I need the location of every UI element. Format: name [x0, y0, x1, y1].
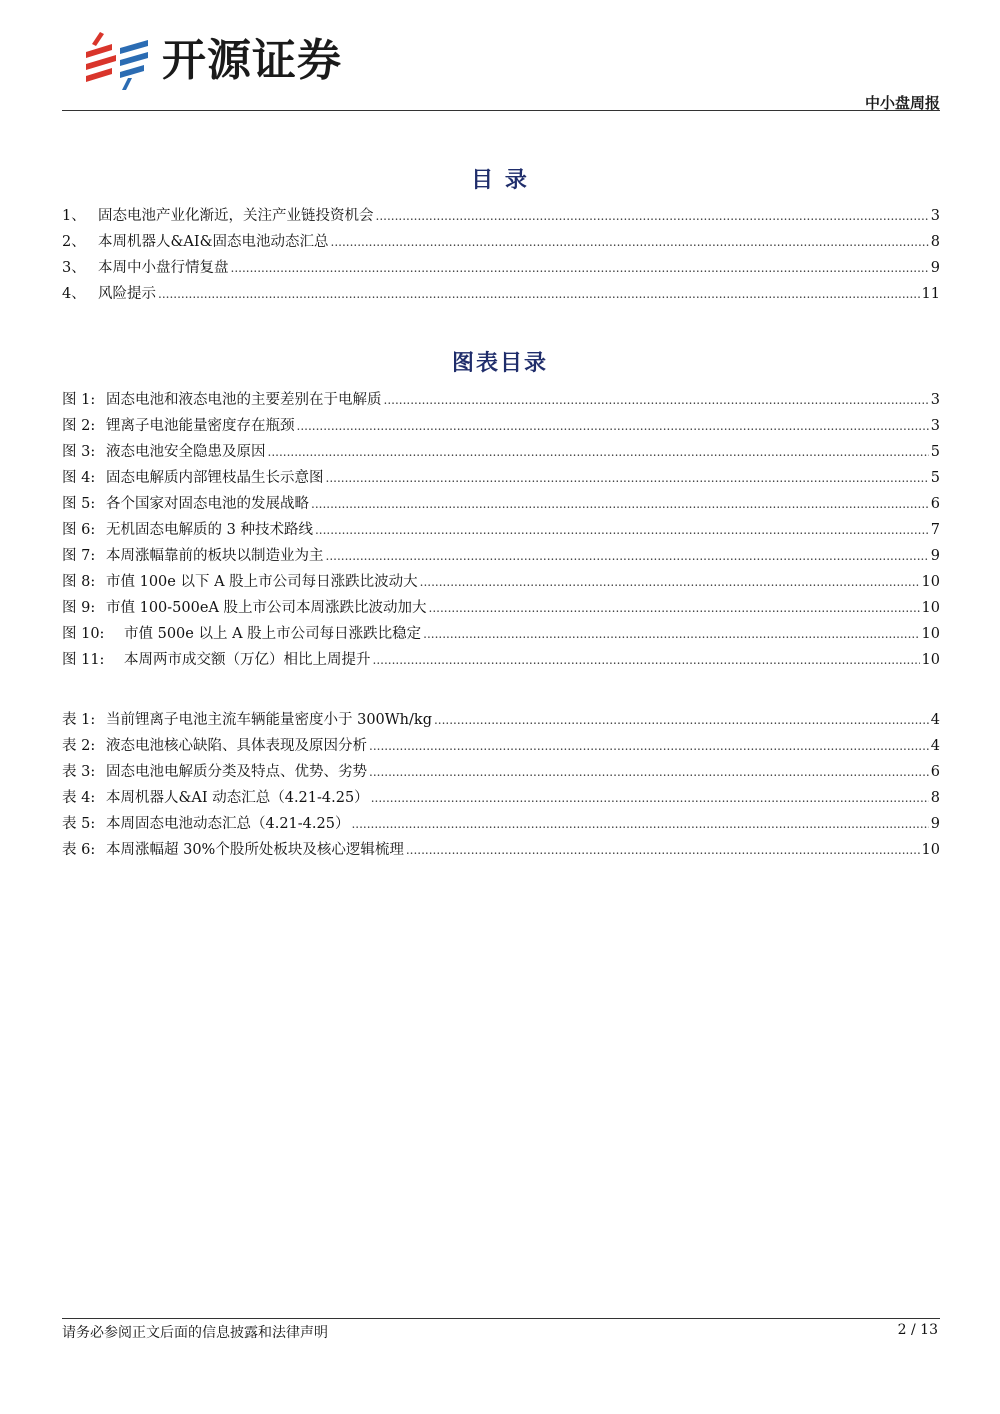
- table-title: 当前锂离子电池主流车辆能量密度小于 300Wh/kg: [106, 712, 432, 728]
- toc-entry[interactable]: [62, 256, 940, 282]
- table-page-number: 4: [930, 738, 940, 754]
- figure-entry[interactable]: [62, 466, 940, 492]
- table-page-number: 10: [921, 842, 940, 858]
- dot-leader: [326, 549, 929, 563]
- kaiyuan-logo-icon: [82, 30, 152, 92]
- figure-entry[interactable]: [62, 544, 940, 570]
- dot-leader: [371, 791, 929, 805]
- table-title: 固态电池电解质分类及特点、优势、劣势: [106, 764, 367, 780]
- dot-leader: [158, 287, 920, 301]
- table-number: 表 1:: [62, 712, 96, 728]
- table-title: 本周涨幅超 30%个股所处板块及核心逻辑梳理: [106, 842, 404, 858]
- figure-title: 市值 100e 以下 A 股上市公司每日涨跌比波动大: [106, 574, 418, 590]
- toc-number: 1、: [62, 208, 86, 224]
- page-number: 2 / 13: [897, 1322, 938, 1338]
- figure-title: 固态电解质内部锂枝晶生长示意图: [106, 470, 324, 486]
- figure-page-number: 10: [921, 574, 940, 590]
- figure-title: 市值 500e 以上 A 股上市公司每日涨跌比稳定: [124, 626, 422, 642]
- dot-leader: [231, 261, 929, 275]
- figure-number: 图 9:: [62, 600, 96, 616]
- toc-page-number: 3: [930, 208, 940, 224]
- figure-entry[interactable]: [62, 596, 940, 622]
- figure-title: 无机固态电解质的 3 种技术路线: [106, 522, 313, 538]
- figure-entry[interactable]: [62, 414, 940, 440]
- dot-leader: [351, 817, 928, 831]
- dot-leader: [423, 627, 919, 641]
- figure-entry[interactable]: [62, 622, 940, 648]
- figure-page-number: 10: [921, 652, 940, 668]
- figure-title: 市值 100-500eA 股上市公司本周涨跌比波动加大: [106, 600, 427, 616]
- toc-title: 风险提示: [98, 286, 156, 302]
- figure-number: 图 6:: [62, 522, 96, 538]
- dot-leader: [369, 765, 929, 779]
- toc-entry[interactable]: [62, 204, 940, 230]
- table-entry[interactable]: [62, 786, 940, 812]
- figure-number: 图 3:: [62, 444, 96, 460]
- toc-number: 4、: [62, 286, 86, 302]
- figure-number: 图 10:: [62, 626, 105, 642]
- toc-page-number: 8: [930, 234, 940, 250]
- table-number: 表 4:: [62, 790, 96, 806]
- page-header: [62, 22, 940, 112]
- figure-entry[interactable]: [62, 570, 940, 596]
- figure-entry[interactable]: [62, 492, 940, 518]
- figure-title: 固态电池和液态电池的主要差别在于电解质: [106, 392, 382, 408]
- table-entry[interactable]: [62, 760, 940, 786]
- figure-page-number: 5: [930, 470, 940, 486]
- table-entry[interactable]: [62, 838, 940, 864]
- toc-title: 本周中小盘行情复盘: [98, 260, 229, 276]
- dot-leader: [434, 713, 929, 727]
- figure-number: 图 4:: [62, 470, 96, 486]
- dot-leader: [369, 739, 929, 753]
- figure-entry[interactable]: [62, 648, 940, 674]
- footer-divider: [62, 1318, 940, 1319]
- dot-leader: [420, 575, 920, 589]
- figure-number: 图 1:: [62, 392, 96, 408]
- figure-page-number: 3: [930, 418, 940, 434]
- tables-list: [62, 708, 940, 864]
- figures-list: [62, 388, 940, 674]
- disclaimer-note: 请务必参阅正文后面的信息披露和法律声明: [62, 1325, 328, 1341]
- toc-title: 本周机器人&AI&固态电池动态汇总: [98, 234, 329, 250]
- table-page-number: 6: [930, 764, 940, 780]
- figure-title: 锂离子电池能量密度存在瓶颈: [106, 418, 295, 434]
- table-title: 本周固态电池动态汇总（4.21-4.25）: [106, 816, 350, 832]
- figure-title: 本周两市成交额（万亿）相比上周提升: [124, 652, 371, 668]
- dot-leader: [376, 209, 929, 223]
- figure-page-number: 3: [930, 392, 940, 408]
- table-title: 本周机器人&AI 动态汇总（4.21-4.25）: [106, 790, 369, 806]
- dot-leader: [331, 235, 929, 249]
- figure-page-number: 5: [930, 444, 940, 460]
- figure-entry[interactable]: [62, 388, 940, 414]
- figure-title: 液态电池安全隐患及原因: [106, 444, 266, 460]
- table-entry[interactable]: [62, 812, 940, 838]
- figure-number: 图 2:: [62, 418, 96, 434]
- figure-number: 图 8:: [62, 574, 96, 590]
- dot-leader: [326, 471, 929, 485]
- figure-number: 图 11:: [62, 652, 105, 668]
- toc-page-number: 9: [930, 260, 940, 276]
- dot-leader: [373, 653, 920, 667]
- table-page-number: 4: [930, 712, 940, 728]
- figure-page-number: 6: [930, 496, 940, 512]
- contents-list: [62, 204, 940, 308]
- toc-entry[interactable]: [62, 230, 940, 256]
- report-type-label: 中小盘周报: [864, 94, 940, 112]
- table-page-number: 8: [930, 790, 940, 806]
- figure-number: 图 5:: [62, 496, 96, 512]
- figure-page-number: 7: [930, 522, 940, 538]
- table-number: 表 5:: [62, 816, 96, 832]
- table-entry[interactable]: [62, 708, 940, 734]
- dot-leader: [406, 843, 920, 857]
- table-number: 表 2:: [62, 738, 96, 754]
- dot-leader: [268, 445, 929, 459]
- contents-title: 目 录: [471, 167, 529, 193]
- brand-name: 开源证券: [162, 35, 342, 86]
- figure-title: 本周涨幅靠前的板块以制造业为主: [106, 548, 324, 564]
- dot-leader: [315, 523, 929, 537]
- table-number: 表 6:: [62, 842, 96, 858]
- toc-number: 2、: [62, 234, 86, 250]
- dot-leader: [311, 497, 929, 511]
- table-number: 表 3:: [62, 764, 96, 780]
- figure-number: 图 7:: [62, 548, 96, 564]
- dot-leader: [384, 393, 929, 407]
- figure-entry[interactable]: [62, 440, 940, 466]
- figure-page-number: 10: [921, 600, 940, 616]
- dot-leader: [429, 601, 920, 615]
- toc-number: 3、: [62, 260, 86, 276]
- toc-entry[interactable]: [62, 282, 940, 308]
- dot-leader: [297, 419, 929, 433]
- figure-page-number: 9: [930, 548, 940, 564]
- header-divider: [62, 110, 940, 111]
- table-entry[interactable]: [62, 734, 940, 760]
- figure-title: 各个国家对固态电池的发展战略: [106, 496, 309, 512]
- table-page-number: 9: [930, 816, 940, 832]
- toc-title: 固态电池产业化渐近，关注产业链投资机会: [98, 208, 374, 224]
- figure-page-number: 10: [921, 626, 940, 642]
- toc-page-number: 11: [921, 286, 940, 302]
- table-title: 液态电池核心缺陷、具体表现及原因分析: [106, 738, 367, 754]
- figures-title: 图表目录: [451, 350, 548, 376]
- figure-entry[interactable]: [62, 518, 940, 544]
